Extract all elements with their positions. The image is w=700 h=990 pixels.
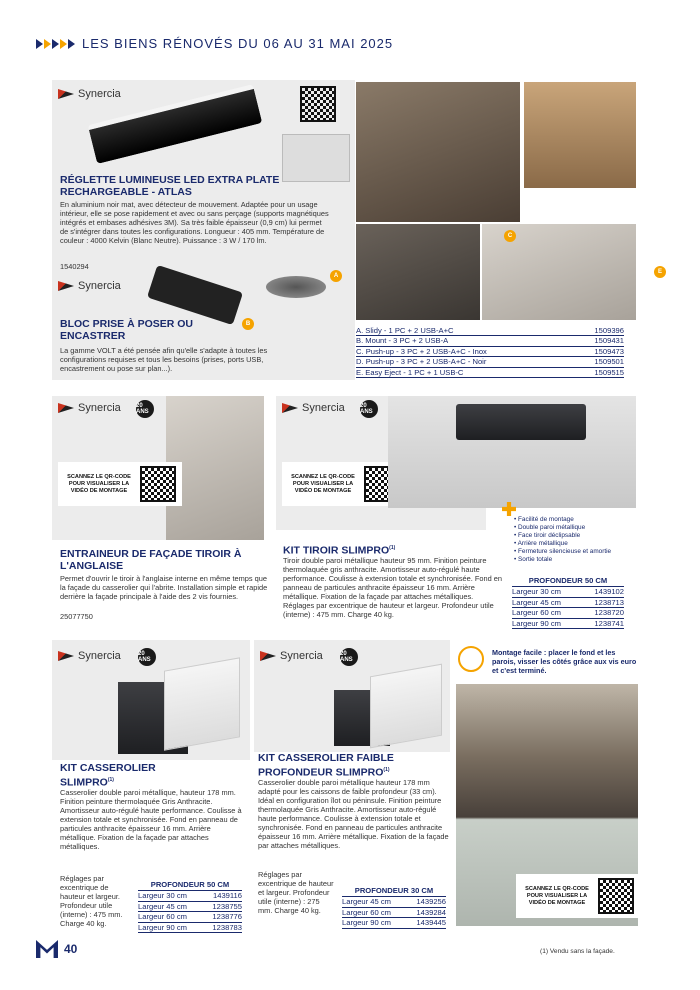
qr-code-icon <box>140 466 176 502</box>
brand-logo: Synercia <box>282 402 345 414</box>
ref-row: C. Push-up - 3 PC + 2 USB-A+C - Inox 1509473 <box>356 346 624 356</box>
page-number: 40 <box>36 940 77 958</box>
entraineur-ref: 25077750 <box>60 612 93 621</box>
casserolier-fp-desc2: Réglages par excentrique de hauteur et largeur. Profondeur utile (interne) : 275 mm. Charge 40 kg. <box>258 870 334 915</box>
casserolier-desc2: Réglages par excentrique de hauteur et largeur. Profondeur utile (interne) : 475 mm. Charge 40 kg. <box>60 874 123 928</box>
reglette-title: RÉGLETTE LUMINEUSE LED EXTRA PLATE RECHARGEABLE - ATLAS <box>60 174 280 198</box>
entraineur-desc: Permet d'ouvrir le tiroir à l'anglaise interne en même temps que la façade du casserolier qui l'abrite. Installation simple et rapide derrière la façade principale à l'aide des 2 vis fournies. <box>60 574 268 601</box>
guarantee-20-badge: 20 ANS <box>136 400 154 418</box>
brand-logo: Synercia <box>58 280 121 292</box>
tiroir-features: • Facilité de montage • Double paroi métallique • Face tiroir déclipsable • Arrière métallique • Fermeture silencieuse et amortie • Sortie totale <box>514 516 638 564</box>
casserolier-table: PROFONDEUR 50 CM Largeur 30 cm 1439116 Largeur 45 cm 1238755 Largeur 60 cm 1238776 Largeur 90 cm 1238783 <box>138 880 242 932</box>
guarantee-20-badge: 20 ANS <box>340 648 358 666</box>
casserolier-fp-title: KIT CASSEROLIER FAIBLE PROFONDEUR SLIMPRO$^{(1)}$ <box>258 752 394 779</box>
timer-icon <box>458 646 484 672</box>
qr-video-box: SCANNEZ LE QR-CODE POUR VISUALISER LA VIDÉO DE MONTAGE <box>516 874 640 918</box>
brand-logo: Synercia <box>58 88 121 100</box>
qr-code-icon <box>598 878 634 914</box>
tiroir-drawer-image <box>456 404 586 440</box>
letter-badge-b: B <box>242 318 254 330</box>
table-row: Largeur 60 cm 1238776 <box>138 912 242 921</box>
synercia-logo-icon <box>260 651 276 661</box>
table-row: Largeur 90 cm 1238741 <box>512 618 624 628</box>
table-row: Largeur 45 cm 1238713 <box>512 597 624 607</box>
entraineur-title: ENTRAINEUR DE FAÇADE TIROIR À L'ANGLAISE <box>60 548 242 572</box>
ref-row: D. Push-up - 3 PC + 2 USB-A+C - Noir 1509501 <box>356 357 624 367</box>
ref-row: B. Mount - 3 PC + 2 USB-A 1509431 <box>356 336 624 346</box>
reglette-ref: 1540294 <box>60 262 89 271</box>
bloc-title: BLOC PRISE À POSER OU ENCASTRER <box>60 318 194 342</box>
synercia-logo-icon <box>58 281 74 291</box>
bloc-desc: La gamme VOLT a été pensée afin qu'elle s'adapte à toutes les configurations requises et tous les besoins (prises, ports USB, encastrement ou pose sur plan...). <box>60 346 268 373</box>
montage-text: Montage facile : placer le fond et les parois, visser les côtés grâce aux vis euro et c'est terminé. <box>492 648 637 675</box>
table-row: Largeur 30 cm 1439116 <box>138 891 242 900</box>
socket-countertop-photo <box>356 224 480 320</box>
kitchen-led-photo <box>524 82 636 188</box>
table-row: Largeur 60 cm 1439284 <box>342 907 446 917</box>
synercia-logo-icon <box>58 651 74 661</box>
letter-badge-c: C <box>504 230 516 242</box>
header-title: LES BIENS RÉNOVÉS DU 06 AU 31 MAI 2025 <box>82 36 394 51</box>
casserolier-fp-front-image <box>370 664 442 749</box>
table-row: Largeur 90 cm 1439445 <box>342 918 446 927</box>
synercia-logo-icon <box>58 89 74 99</box>
guarantee-20-badge: 20 ANS <box>360 400 378 418</box>
qr-video-box: SCANNEZ LE QR-CODE POUR VISUALISER LA VIDÉO DE MONTAGE <box>58 462 182 506</box>
synercia-logo-icon <box>58 403 74 413</box>
table-row: Largeur 30 cm 1439102 <box>512 587 624 596</box>
footnote: (1) Vendu sans la façade. <box>540 948 615 955</box>
page-header <box>36 36 393 51</box>
popup-socket-image <box>266 276 326 298</box>
guarantee-20-badge: 20 ANS <box>138 648 156 666</box>
letter-badge-a: A <box>330 270 342 282</box>
qr-video-box: SCANNEZ LE QR-CODE POUR VISUALISER LA VIDÉO DE MONTAGE <box>282 462 406 506</box>
brand-logo: Synercia <box>58 402 121 414</box>
table-row: Largeur 90 cm 1238783 <box>138 922 242 932</box>
casserolier-fp-desc: Casserolier double paroi métallique hauteur 178 mm adapté pour les caissons de faible profondeur (33 cm). Idéal en configuration îlot ou péninsule. Finition peinture thermolaquée Gris Anthracite. Amortisseur auto-régulé haute performance. Coulisse à extension totale et synchronisée. Fond en panneau de particules anthracite épaisseur 16 mm. Arrière métallique. Fixation de la façade par attaches métalliques. <box>258 778 449 850</box>
m-logo-icon <box>36 940 58 958</box>
kitchen-drawer-photo <box>356 82 520 222</box>
brand-logo: Synercia <box>260 650 323 662</box>
reglette-desc: En aluminium noir mat, avec détecteur de mouvement. Adaptée pour un usage intérieur, elle se pose rapidement et avec ou sans perçage (supports magnétiques intégrés et embases adhésives 3M). Sa très faible épaisseur (0,9 cm) lui permet de s'intégrer dans toutes les configurations. Longueur : 405 mm. Température de couleur : 4000 Kelvin (Blanc Neutre). Puissance : 3 W / 170 lm. <box>60 200 329 245</box>
brand-logo: Synercia <box>58 650 121 662</box>
table-row: Largeur 45 cm 1439256 <box>342 897 446 906</box>
qr-code-icon <box>300 86 336 122</box>
casserolier-desc: Casserolier double paroi métallique, hauteur 178 mm. Finition peinture thermolaquée Gris Anthracite. Amortisseur auto-régulé haute performance. Coulisse à extension totale et synchronisée. Fond en panneau de particules anthracite épaisseur 16 mm. Arrière métallique. Fixation de la façade par attaches métalliques. <box>60 788 242 851</box>
ref-row: A. Slidy - 1 PC + 2 USB-A+C 1509396 <box>356 326 624 335</box>
casserolier-title: KIT CASSEROLIER SLIMPRO$^{(1)}$ <box>60 762 156 789</box>
ref-row: E. Easy Eject - 1 PC + 1 USB-C 1509515 <box>356 367 624 377</box>
tiroir-table: PROFONDEUR 50 CM Largeur 30 cm 1439102 Largeur 45 cm 1238713 Largeur 60 cm 1238720 Largeur 90 cm 1238741 <box>512 576 624 628</box>
casserolier-fp-table: PROFONDEUR 30 CM Largeur 45 cm 1439256 Largeur 60 cm 1439284 Largeur 90 cm 1439445 <box>342 886 446 927</box>
synercia-logo-icon <box>282 403 298 413</box>
tiroir-title: KIT TIROIR SLIMPRO$^{(1)}$ <box>283 544 396 557</box>
bloc-ref-table <box>356 326 624 378</box>
letter-badge-e: E <box>654 266 666 278</box>
table-row: Largeur 60 cm 1238720 <box>512 608 624 617</box>
tiroir-desc: Tiroir double paroi métallique hauteur 95 mm. Finition peinture thermolaquée gris anthracite. Amortisseur auto-régulé haute performance. Coulisse à extension totale et synchronisée. Fond en panneau de particules anthracite épaisseur 16 mm. Arrière métallique. Fixation de la façade par attaches métalliques. Réglages par excentrique de hauteur et largeur. Profondeur utile (interne) : 475 mm. Charge 40 kg. <box>283 556 502 619</box>
table-row: Largeur 45 cm 1238755 <box>138 901 242 911</box>
casserolier-front-image <box>164 657 240 750</box>
chevrons-icon <box>36 39 76 49</box>
